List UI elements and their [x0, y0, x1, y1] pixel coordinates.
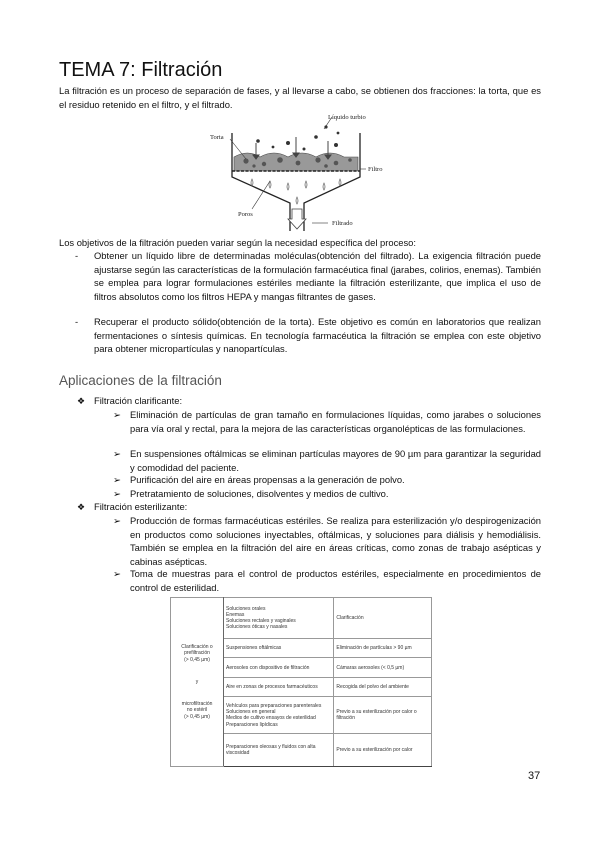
arrow-bullet-icon: ➢ — [113, 474, 121, 485]
applications-table — [170, 597, 432, 767]
page-number: 37 — [528, 770, 541, 782]
list-item: Pretratamiento de soluciones, disolventes y medios de cultivo. — [130, 488, 389, 499]
list-item: Eliminación de partículas de gran tamaño en formulaciones líquidas, como jarabes o soluciones para vía oral y rectal, para la mejora de las características organolépticas de las formulaciones. — [130, 409, 541, 434]
table-cell: Previo a su esterilización por calor o filtración — [334, 697, 432, 734]
filtrado-arrow — [288, 209, 306, 229]
label-liquido: Líquido turbio — [328, 114, 366, 121]
diamond-bullet-icon: ❖ — [77, 502, 86, 512]
page-title: TEMA 7: Filtración — [59, 59, 223, 81]
label-filtrado: Filtrado — [332, 220, 353, 227]
arrow-bullet-icon: ➢ — [113, 568, 121, 579]
arrow-bullet-icon: ➢ — [113, 448, 121, 459]
section-heading: Aplicaciones de la filtración — [59, 373, 222, 388]
table-cell: Cámaras aerosoles (< 0,5 µm) — [334, 658, 432, 677]
group-label: Filtración esterilizante: — [94, 501, 188, 512]
table-cell: Suspensiones oftálmicas — [224, 639, 334, 658]
label-filtro: Filtro — [368, 166, 383, 173]
filtration-diagram-svg — [208, 113, 386, 237]
vessel-outline-right — [304, 133, 360, 231]
list-item: Purificación del aire en áreas propensas a la generación de polvo. — [130, 474, 405, 485]
list-item: Toma de muestras para el control de productos estériles, especialmente en procedimientos de control de esterilidad. — [130, 568, 541, 593]
table-cell: Vehículos para preparaciones parenterales Soluciones en general Medios de cultivo ensayos de esterilidad Preparaciones lipídicas — [224, 697, 334, 734]
list-item: Producción de formas farmacéuticas estériles. Se realiza para esterilización y/o despirogenización en productos como soluciones inyectables, oftálmicas, y soluciones para diálisis y hemodiálisis. También se emplea en la filtración del aire en áreas críticas, como zonas de trabajo asépticas y cabinas asépticas. — [130, 515, 541, 567]
objective-item: Recuperar el producto sólido(obtención de la torta). Este objetivo es común en laboratorios que realizan fermentaciones o síntesis químicas. En tecnología farmacéutica la filtración se emplea con este objetivo para obtener micropartículas y nanopartículas. — [94, 316, 541, 355]
group-label: Filtración clarificante: — [94, 395, 183, 406]
diamond-bullet-icon: ❖ — [77, 396, 86, 406]
intro-paragraph: La filtración es un proceso de separación de fases, y al llevarse a cabo, se obtienen dos fracciones: la torta, que es el residuo retenido en el filtro, y el filtrado. — [59, 85, 541, 110]
arrow-bullet-icon: ➢ — [113, 409, 121, 420]
list-item: En suspensiones oftálmicas se eliminan partículas mayores de 90 µm para garantizar la seguridad y comodidad del paciente. — [130, 448, 541, 473]
objectives-intro: Los objetivos de la filtración pueden variar según la necesidad específica del proceso: — [59, 237, 416, 248]
table-cell: Aire en zonas de procesos farmacéuticos — [224, 677, 334, 696]
table-cell: Eliminación de partículas > 90 µm — [334, 639, 432, 658]
table-cell: Soluciones orales Enemas Soluciones rectales y vaginales Soluciones óticas y nasales — [224, 598, 334, 639]
table-cell: Previo a su esterilización por calor — [334, 734, 432, 767]
label-torta: Torta — [210, 134, 224, 141]
list-dash: - — [75, 316, 79, 327]
arrow-bullet-icon: ➢ — [113, 515, 121, 526]
list-dash: - — [75, 250, 79, 261]
table-cell: Clarificación — [334, 598, 432, 639]
filtration-diagram — [208, 113, 386, 237]
filtration-table — [170, 597, 432, 767]
table-row — [171, 598, 432, 639]
label-poros: Poros — [238, 211, 253, 218]
table-cell: Recogida del polvo del ambiente — [334, 677, 432, 696]
table-cell: Aerosoles con dispositivo de filtración — [224, 658, 334, 677]
table-cell: Preparaciones oleosas y fluidos con alta viscosidad — [224, 734, 334, 767]
objective-item: Obtener un líquido libre de determinadas moléculas(obtención del filtrado). La exigencia filtración puede ajustarse según las características de la formulación farmacéutica final (jarabes, colirios, enemas). También se emplea para lograr formulaciones estériles mediante la filtración esterilizante, que implica el uso de filtros absolutos como los filtros HEPA y mangas filtrantes de gases. — [94, 250, 541, 302]
table-left-cell: Clarificación o prefiltración (> 0,45 µm) y microfiltración no estéril (> 0,45 µm) — [171, 598, 224, 767]
arrow-bullet-icon: ➢ — [113, 488, 121, 499]
